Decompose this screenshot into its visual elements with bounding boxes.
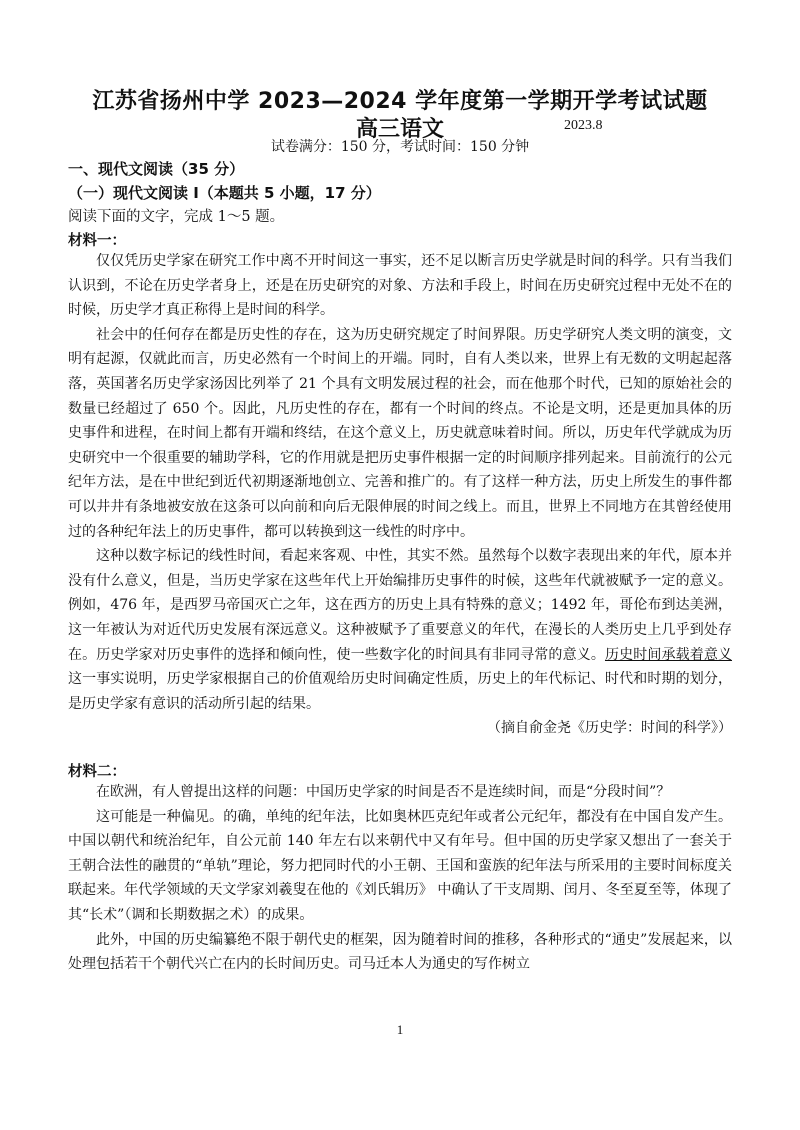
material-1-paragraph-3 xyxy=(68,544,732,716)
material-1-label: 材料一： xyxy=(68,233,126,249)
material-2-label: 材料二： xyxy=(68,764,126,780)
material-2-paragraph-3: 此外，中国的历史编纂绝不限于朝代史的框架，因为随着时间的推移，各种形式的“通史”发展起来，以处理包括若干个朝代兴亡在内的长时间历史。司马迁本人为通史的写作树立 xyxy=(68,931,732,973)
exam-subject: 高三语文 xyxy=(355,117,444,142)
page-number: 1 xyxy=(396,1022,404,1037)
paragraph-3-text-a: 这种以数字标记的线性时间，看起来客观、中性，其实不然。虽然每个以数字表现出来的年代，原本并没有什么意义，但是，当历史学家在这些年代上开始编排历史事件的时候，这些年代就被赋予一定的意义。例如，476 年，是西罗马帝国灭亡之年，这在西方的历史上具有特殊的意义；1492 年，哥伦布到达美洲，这一年被认为对近代历史发展有深远意义。这种被赋予了重要意义的年代，在漫长的人类历史上几乎到处存在。历史学家对历史事件的选择和倾向性，使一些数字化的时间具有非同寻常的意义。 xyxy=(68,548,732,663)
material-1-source: （摘自俞金尧《历史学：时间的科学》） xyxy=(487,720,732,737)
instruction-text: 阅读下面的文字，完成 1～5 题。 xyxy=(68,209,285,225)
material-1-paragraph-2: 社会中的任何存在都是历史性的存在，这为历史研究规定了时间界限。历史学研究人类文明的演变，文明有起源，仅就此而言，历史必然有一个时间上的开端。同时，自有人类以来，世界上有无数的文明起起落落，英国著名历史学家汤因比列举了 21 个具有文明发展过程的社会，而在他那个时代，已知的原始社会的数量已经超过了 650 个。因此，凡历史性的存在，都有一个时间的终点。不论是文明，还是更加具体的历史事件和进程，在时间上都有开端和终结，在这个意义上，历史就意味着时间。所以，历史年代学就成为历史研究中一个很重要的辅助学科，它的作用就是把历史事件根据一定的时间顺序排列起来。目前流行的公元纪年方法，是在中世纪到近代初期逐渐地创立、完善和推广的。有了这样一种方法，历史上所发生的事件都可以井井有条地被安放在这条可以向前和向后无限伸展的时间之线上。而且，世界上不同地方在其曾经使用过的各种纪年法上的历史事件，都可以转换到这一线性的时序中。 xyxy=(68,326,732,540)
underlined-phrase: 历史时间承载着意义 xyxy=(604,646,733,663)
subsection-heading: （一）现代文阅读 I（本题共 5 小题，17 分） xyxy=(68,184,381,202)
exam-info: 试卷满分：150 分，考试时间：150 分钟 xyxy=(270,139,530,155)
section-heading: 一、现代文阅读（35 分） xyxy=(68,160,245,178)
material-2-body xyxy=(68,780,732,977)
exam-title: 江苏省扬州中学 2023—2024 学年度第一学期开学考试试题 xyxy=(92,89,708,114)
material-2-paragraph-2: 这可能是一种偏见。的确，单纯的纪年法，比如奥林匹克纪年或者公元纪年，都没有在中国自发产生。中国以朝代和统治纪年，自公元前 140 年左右以来朝代中又有年号。但中国的历史学家又想出了一套关于王朝合法性的融贯的“单轨”理论，努力把同时代的小王朝、王国和蛮族的纪年法与所采用的主要时间标度关联起来。年代学领域的天文学家刘羲叟在他的《刘氏辑历》 中确认了干支周期、闰月、冬至夏至等，体现了其“长术”（调和长期数据之术）的成果。 xyxy=(68,808,732,923)
material-2-paragraph-1: 在欧洲，有人曾提出这样的问题：中国历史学家的时间是否不是连续时间，而是“分段时间”？ xyxy=(96,784,671,800)
material-1-body xyxy=(68,249,732,741)
material-1-paragraph-1: 仅仅凭历史学家在研究工作中离不开时间这一事实，还不足以断言历史学就是时间的科学。只有当我们认识到，不论在历史学者身上，还是在历史研究的对象、方法和手段上，时间在历史研究过程中无处不在的时候，历史学才真正称得上是时间的科学。 xyxy=(68,253,732,319)
paragraph-3-text-b: 这一事实说明，历史学家根据自己的价值观给历史时间确定性质，历史上的年代标记、时代和时期的划分，是历史学家有意识的活动所引起的结果。 xyxy=(68,671,732,712)
exam-date: 2023.8 xyxy=(564,118,603,133)
